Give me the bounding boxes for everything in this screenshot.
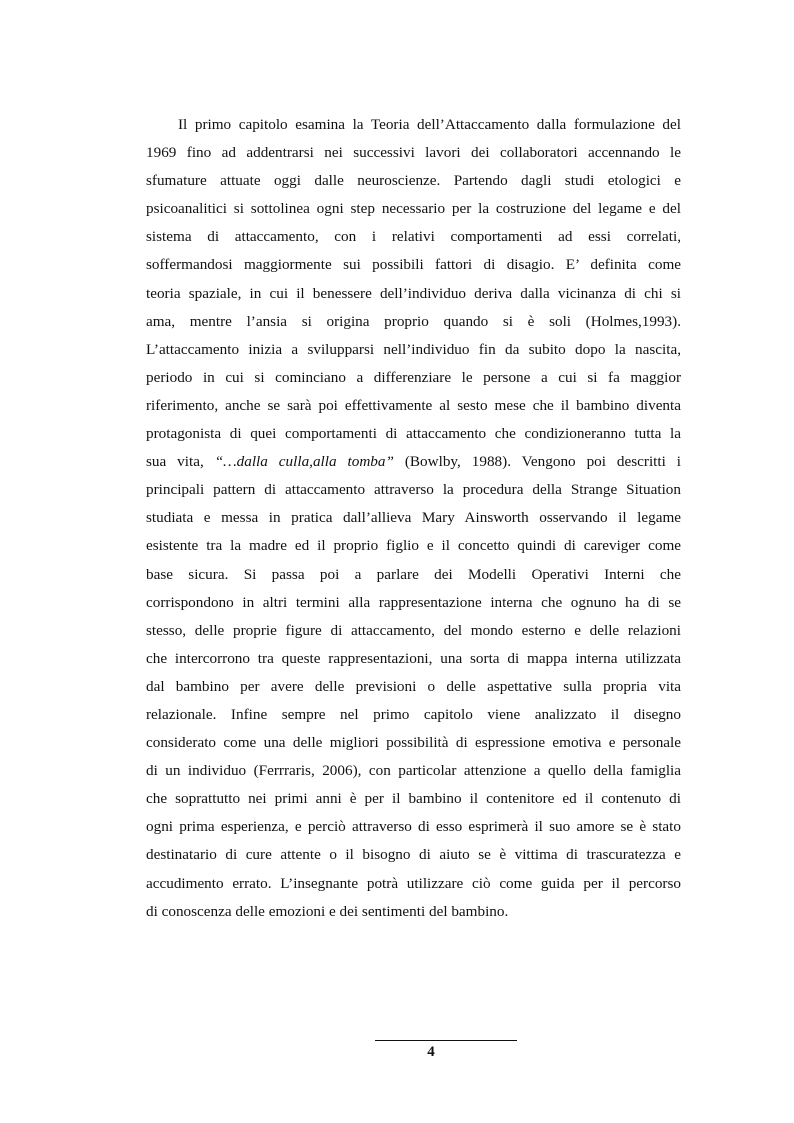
- text-line: base sicura. Si passa poi a parlare dei Modelli Operativi Interni che: [146, 565, 681, 583]
- text-segment: (Bowlby, 1988). Vengono poi descritti i: [393, 453, 681, 471]
- text-line: dal bambino per avere delle previsioni o delle aspettative sulla propria vita: [146, 677, 681, 695]
- text-line: destinatario di cure attente o il bisogno di aiuto se è vittima di trascuratezza e: [146, 846, 681, 864]
- text-line: sistema di attaccamento, con i relativi comportamenti ad essi correlati,: [146, 228, 681, 246]
- text-line: ogni prima esperienza, e perciò attraverso di esso esprimerà il suo amore se è stato: [146, 818, 681, 836]
- text-line-with-quote: [146, 448, 681, 476]
- text-line: considerato come una delle migliori possibilità di espressione emotiva e personale: [146, 734, 681, 752]
- text-line: periodo in cui si cominciano a differenziare le persone a cui si fa maggior: [146, 368, 681, 386]
- text-line: di un individuo (Ferrraris, 2006), con particolar attenzione a quello della famiglia: [146, 762, 681, 780]
- text-segment: sua vita,: [146, 453, 204, 471]
- text-line: che soprattutto nei primi anni è per il bambino il contenitore ed il contenuto di: [146, 790, 681, 808]
- body-paragraph: [146, 111, 681, 926]
- text-line: riferimento, anche se sarà poi effettivamente al sesto mese che il bambino diventa: [146, 396, 681, 414]
- text-line: di conoscenza delle emozioni e dei sentimenti del bambino.: [146, 902, 509, 920]
- italic-quote: “…dalla culla,alla tomba”: [214, 453, 394, 471]
- footer-divider: [375, 1040, 517, 1041]
- text-line: accudimento errato. L’insegnante potrà utilizzare ciò come guida per il percorso: [146, 874, 681, 892]
- text-line: studiata e messa in pratica dall’allieva Mary Ainsworth osservando il legame: [146, 509, 681, 527]
- text-line: ama, mentre l’ansia si origina proprio quando si è soli (Holmes,1993).: [146, 312, 681, 330]
- text-line: protagonista di quei comportamenti di attaccamento che condizioneranno tutta la: [146, 425, 681, 443]
- text-line: Il primo capitolo esamina la Teoria dell’Attaccamento dalla formulazione del: [178, 116, 681, 133]
- text-line: che intercorrono tra queste rappresentazioni, una sorta di mappa interna utilizzata: [146, 649, 681, 667]
- text-line: stesso, delle proprie figure di attaccamento, del mondo esterno e delle relazioni: [146, 621, 681, 639]
- text-line: teoria spaziale, in cui il benessere dell’individuo deriva dalla vicinanza di chi si: [146, 284, 681, 302]
- page-number: 4: [427, 1044, 435, 1060]
- text-line: corrispondono in altri termini alla rappresentazione interna che ognuno ha di se: [146, 593, 681, 611]
- text-line: L’attaccamento inizia a svilupparsi nell’individuo fin da subito dopo la nascita,: [146, 340, 681, 358]
- text-line: esistente tra la madre ed il proprio figlio e il concetto quindi di careviger come: [146, 537, 681, 555]
- text-line: sfumature attuate oggi dalle neuroscienze. Partendo dagli studi etologici e: [146, 172, 681, 190]
- text-line: soffermandosi maggiormente sui possibili fattori di disagio. E’ definita come: [146, 256, 681, 274]
- text-line: principali pattern di attaccamento attraverso la procedura della Strange Situation: [146, 481, 681, 499]
- text-line: 1969 fino ad addentrarsi nei successivi lavori dei collaboratori accennando le: [146, 144, 681, 162]
- text-line: relazionale. Infine sempre nel primo capitolo viene analizzato il disegno: [146, 705, 681, 723]
- text-line: psicoanalitici si sottolinea ogni step necessario per la costruzione del legame e del: [146, 200, 681, 218]
